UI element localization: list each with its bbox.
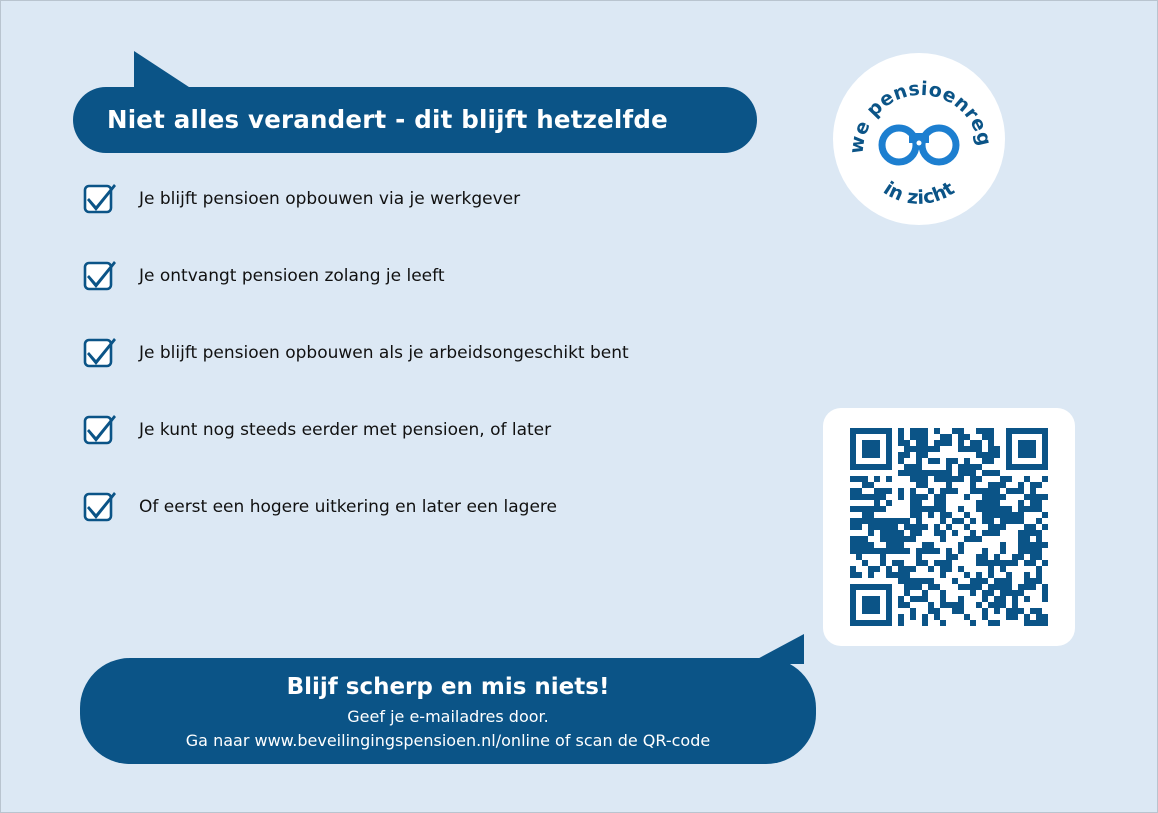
checklist-item-label: Je blijft pensioen opbouwen als je arbeidsongeschikt bent — [139, 343, 629, 363]
checklist-item — [81, 406, 761, 454]
qr-code-card[interactable] — [823, 408, 1075, 646]
header-speech-bubble — [73, 87, 757, 153]
binoculars-icon — [882, 128, 956, 162]
checkbox-checked-icon — [83, 489, 117, 523]
checklist-item-label: Of eerst een hogere uitkering en later een lagere — [139, 497, 558, 517]
speech-bubble-tail — [134, 51, 192, 89]
checklist-item — [81, 252, 761, 300]
checklist-item — [81, 483, 761, 531]
logo-arc-text — [833, 53, 1005, 225]
header-title: Niet alles verandert - dit blijft hetzelfde — [107, 105, 668, 134]
checkbox-checked-icon — [83, 335, 117, 369]
footer-email-instruction: Geef je e-mailadres door. — [347, 707, 549, 726]
checklist-item-label: Je kunt nog steeds eerder met pensioen, of later — [139, 420, 552, 440]
checkbox-checked-icon — [83, 258, 117, 292]
checklist-item — [81, 175, 761, 223]
pension-logo-badge — [833, 53, 1005, 225]
footer-url-instruction: Ga naar www.beveilingingspensioen.nl/online of scan de QR-code — [185, 731, 711, 750]
footer-speech-bubble — [80, 658, 816, 764]
checkbox-checked-icon — [83, 181, 117, 215]
svg-text:nieuwe pensioenregeling: we pensioenreg — [845, 77, 996, 155]
qr-code-icon[interactable] — [823, 408, 1075, 646]
checklist-item-label: Je blijft pensioen opbouwen via je werkgever — [139, 189, 521, 209]
speech-bubble-tail — [748, 634, 804, 664]
checklist-item — [81, 329, 761, 377]
checklist-item-label: Je ontvangt pensioen zolang je leeft — [139, 266, 445, 286]
checkbox-checked-icon — [83, 412, 117, 446]
svg-text:in zicht: in zicht — [879, 177, 959, 209]
footer-title: Blijf scherp en mis niets! — [286, 674, 610, 700]
